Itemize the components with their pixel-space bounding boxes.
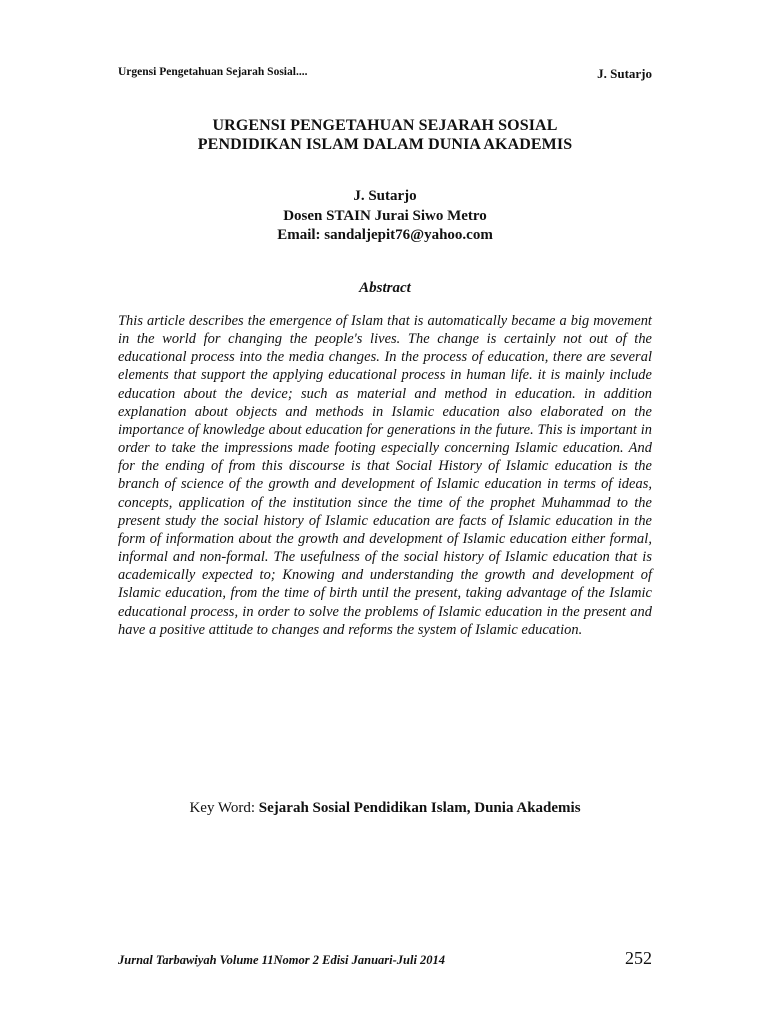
journal-citation: Jurnal Tarbawiyah Volume 11Nomor 2 Edisi Januari-Juli 2014 [118, 953, 446, 967]
running-header [118, 66, 652, 82]
running-title: Urgensi Pengetahuan Sejarah Sosial.... [118, 66, 308, 78]
paper-title [118, 116, 652, 154]
author-block [118, 187, 652, 246]
keywords [118, 800, 652, 817]
keywords-value: Sejarah Sosial Pendidikan Islam, Dunia Akademis [258, 800, 581, 816]
abstract-heading: Abstract [359, 280, 411, 296]
running-author: J. Sutarjo [597, 66, 652, 81]
author-email: Email: sandaljepit76@yahoo.com [277, 227, 493, 243]
abstract-body: This article describes the emergence of Islam that is automatically became a big movement in the world for changing the people's lives. The change is certainly not out of the educational process into the media changes. In the process of education, there are several elements that support the applying educational process in human life. it is mainly include education about the device; such as material and method in education. in addition explanation about objects and methods in Islamic education also elaborated on the importance of knowledge about education for generations in the future. This is important in order to take the impressions made footing especially concerning Islamic education. And for the ending of from this discourse is that Social History of Islamic education is the branch of science of the growth and development of Islamic education in terms of ideas, concepts, application of the institution since the time of the prophet Muhammad to the present study the social history of Islamic education are facts of Islamic education in the form of information about the growth and development of Islamic education either formal, informal and non-formal. The usefulness of the social history of Islamic education that is academically expected to; Knowing and understanding the growth and development of Islamic education, from the time of birth until the present, taking advantage of the Islamic educational process, in order to solve the problems of Islamic education in the present and have a positive attitude to changes and reforms the system of Islamic education. [118, 313, 652, 638]
paper-title-line-2: PENDIDIKAN ISLAM DALAM DUNIA AKADEMIS [197, 136, 573, 153]
page-footer [118, 948, 652, 969]
paper-title-line-1: URGENSI PENGETAHUAN SEJARAH SOSIAL [212, 117, 558, 134]
page-number: 252 [625, 948, 652, 968]
author-affiliation: Dosen STAIN Jurai Siwo Metro [283, 207, 487, 224]
author-name: J. Sutarjo [353, 188, 417, 204]
keywords-label: Key Word: [189, 800, 259, 816]
